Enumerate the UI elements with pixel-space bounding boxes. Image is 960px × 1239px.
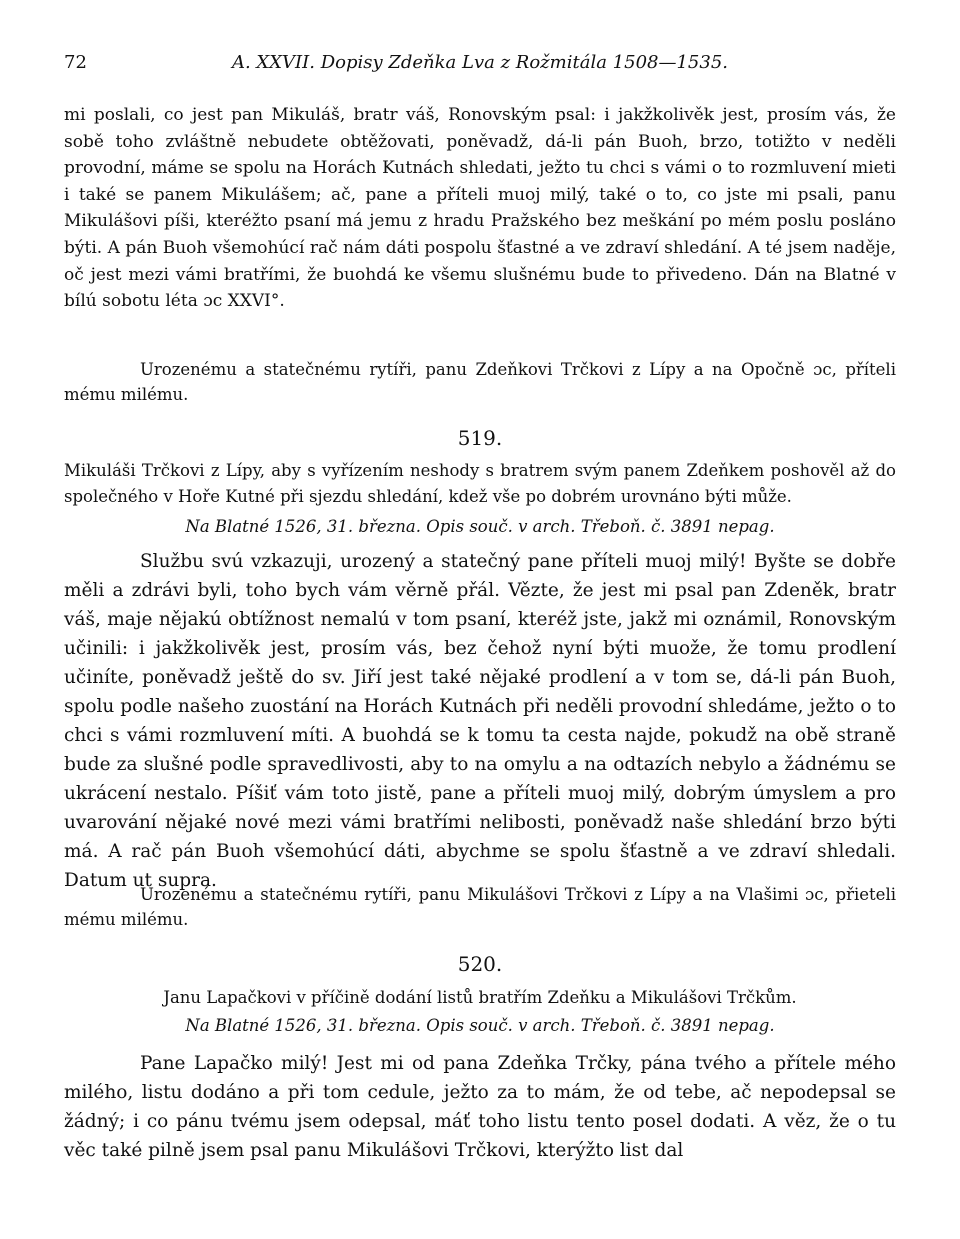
letter-number: 519. (457, 426, 503, 450)
letter-continuation (64, 102, 896, 315)
letter-summary-519-block (64, 458, 896, 510)
letter-summary-520-block (64, 985, 896, 1011)
letter-address: Urozenému a statečnému rytíři, panu Mikulášovi Trčkovi z Lípy a na Vlašimi ɔc, přieteli mému milému. (64, 885, 896, 929)
letter-body-520-block (64, 1049, 896, 1165)
page-number: 72 (64, 52, 87, 73)
letter-body: Pane Lapačko milý! Jest mi od pana Zdeňka Trčky, pána tvého a přítele mého milého, listu dodáno a při tom cedule, ježto za to mám, že od tebe, ač nepodepsal se žádný; i co pánu tvému jsem odepsal, máť toho listu tento posel dodati. A věz, že o tu věc také pilně jsem psal panu Mikulášovi Trčkovi, kterýžto list dal (64, 1053, 896, 1161)
letter-number-520-block (64, 952, 896, 976)
letter-source: Na Blatné 1526, 31. března. Opis souč. v arch. Třeboň. č. 3891 nepag. (185, 517, 775, 536)
letter-address-block (64, 358, 896, 407)
letter-body-519-block (64, 547, 896, 895)
letter-summary: Janu Lapačkovi v příčině dodání listů bratřím Zdeňku a Mikulášovi Trčkům. (163, 988, 797, 1007)
letter-source-520-block (64, 1016, 896, 1035)
letter-source-519-block (64, 517, 896, 536)
letter-body: Službu svú vzkazuji, urozený a statečný pane příteli muoj milý! Byšte se dobře měli a zdrávi byli, toho bych vám věrně přál. Vězte, že jest mi psal pan Zdeněk, bratr váš, maje nějakú obtížnost nemalú v tom psaní, kteréž jste, jakž mi oznámil, Ronovským učinili: i jakžkolivěk jest, prosím vás, bez čehož nyní býti muože, že tomu prodlení učiníte, poněvadž ještě do sv. Jiří jest také nějaké prodlení a v tom se, dá-li pán Buoh, spolu podle našeho zuostání na Horách Kutnách při neděli provodní shledáme, ježto o to chci s vámi rozmluvení míti. A buohdá se k tomu ta cesta najde, pokudž na obě straně bude za slušné podle spravedlivosti, aby to na omylu a na odtazích nebylo a žádnému se ukrácení nestalo. Píšiť vám toto jistě, pane a příteli muoj milý, dobrým úmyslem a pro uvarování nějaké nové mezi vámi bratřími nelibosti, poněvadž naše shledání brzo býti má. A rač pán Buoh všemohúcí dáti, abychme se spolu šťastně a ve zdraví shledali. Datum ut supra. (64, 551, 896, 891)
letter-address-519-block (64, 883, 896, 932)
letter-summary: Mikuláši Trčkovi z Lípy, aby s vyřízením neshody s bratrem svým panem Zdeňkem poshověl až do společného v Hoře Kutné při sjezdu shledání, kdež vše po dobrém urovnáno býti může. (64, 461, 896, 506)
letter-number-519-block (64, 426, 896, 450)
letter-source: Na Blatné 1526, 31. března. Opis souč. v arch. Třeboň. č. 3891 nepag. (185, 1016, 775, 1035)
letter-text: mi poslali, co jest pan Mikuláš, bratr váš, Ronovským psal: i jakžkolivěk jest, prosím vás, že sobě toho zvláštně nebudete obtěžovati, poněvadž, dá-li pán Buoh, brzo, totižto v neděli provodní, máme se spolu na Horách Kutnách shledati, ježto tu chci s vámi o to rozmluvení mieti i také se panem Mikulášem; ač, pane a příteli muoj milý, také o to, co jste mi psali, panu Mikulášovi píši, kteréžto psaní má jemu z hradu Pražského bez meškání po mém poslu posláno býti. A pán Buoh všemohúcí rač nám dáti pospolu šťastné a ve zdraví shledání. A té jsem naděje, oč jest mezi vámi bratřími, že buohdá ke všemu slušnému bude to přivedeno. Dán na Blatné v bílú sobotu léta ɔc XXVI°. (64, 105, 896, 312)
page-header (64, 52, 896, 80)
letter-address: Urozenému a statečnému rytíři, panu Zdeňkovi Trčkovi z Lípy a na Opočně ɔc, příteli mému milému. (64, 360, 896, 404)
running-title: A. XXVII. Dopisy Zdeňka Lva z Rožmitála 1508—1535. (231, 52, 729, 73)
letter-number: 520. (457, 952, 503, 976)
